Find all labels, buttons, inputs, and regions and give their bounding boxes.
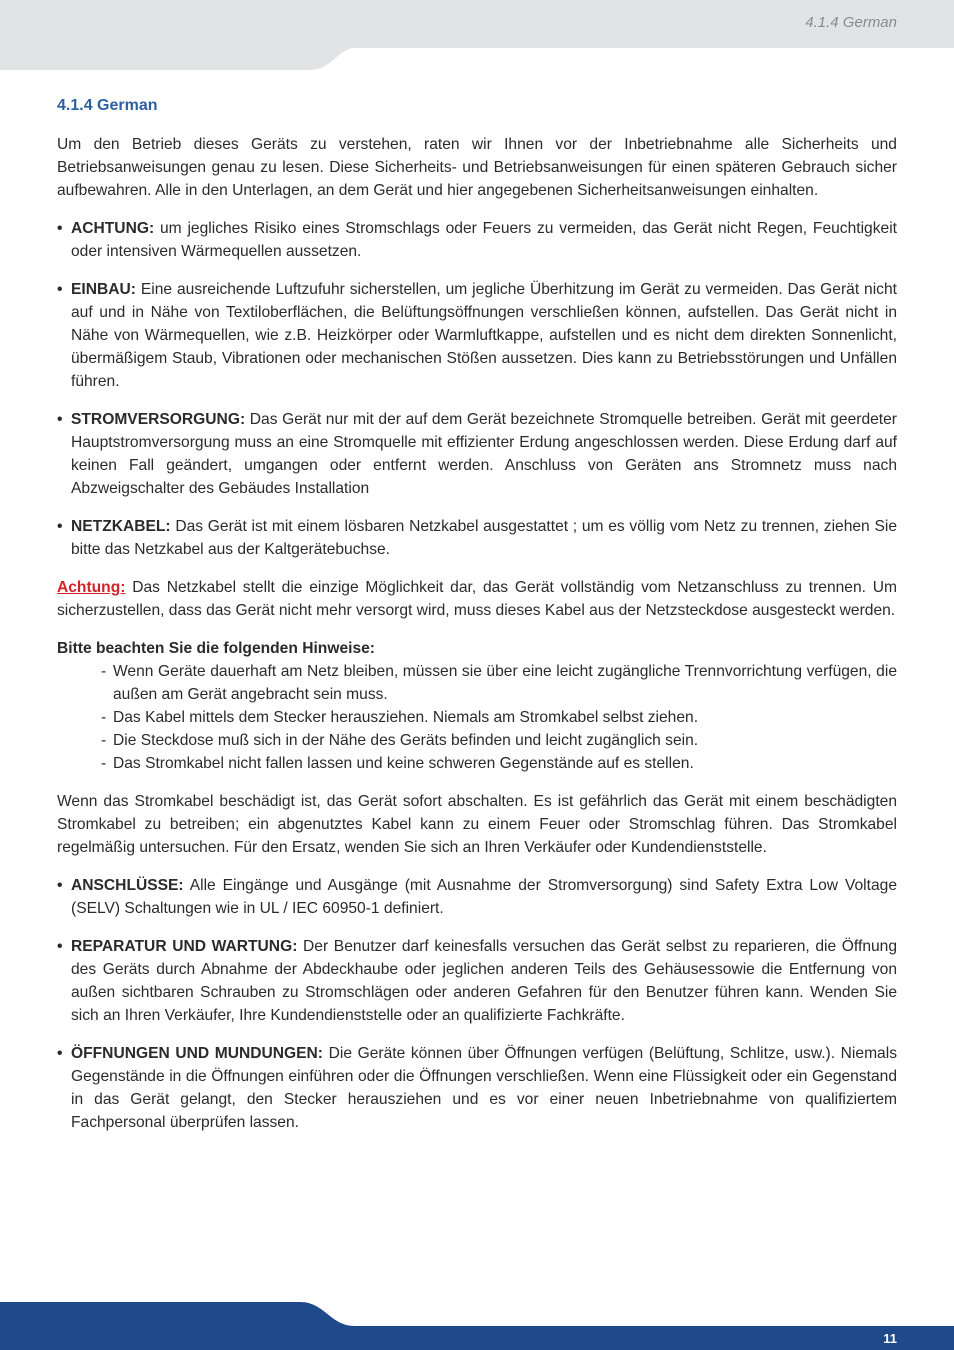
section-heading: 4.1.4 German xyxy=(57,97,158,114)
list-item-text: Das Kabel mittels dem Stecker herausziehen. Niemals am Stromkabel selbst ziehen. xyxy=(113,709,699,726)
bullet-label: NETZKABEL: xyxy=(71,518,171,535)
bullet-label: ANSCHLÜSSE: xyxy=(71,877,184,894)
warning-paragraph xyxy=(57,576,897,622)
bullet-achtung xyxy=(57,217,897,263)
bullet-label: EINBAU: xyxy=(71,281,136,298)
list-item-text: Wenn Geräte dauerhaft am Netz bleiben, müssen sie über eine leicht zugängliche Trennvorrichtung verfügen, die außen am Gerät angebracht sein muss. xyxy=(113,663,897,703)
bullet-stromversorgung xyxy=(57,408,897,500)
list-item xyxy=(101,660,897,706)
list-item xyxy=(101,729,897,752)
bullet-dot: • xyxy=(57,938,63,955)
dash-marker: - xyxy=(101,663,107,680)
header-title: 4.1.4 German xyxy=(805,14,897,31)
notes-list xyxy=(57,660,897,775)
warning-text: Das Netzkabel stellt die einzige Möglichkeit dar, das Gerät vollständig vom Netzanschluss zu trennen. Um sicherzustellen, dass das Gerät nicht mehr versorgt wird, muss dieses Kabel aus der Netzsteckdose ausgesteckt werden. xyxy=(57,579,897,619)
bullet-text: Alle Eingänge und Ausgänge (mit Ausnahme der Stromversorgung) sind Safety Extra Low Voltage (SELV) Schaltungen wie in UL / IEC 60950-1 definiert. xyxy=(71,877,897,917)
bullet-netzkabel xyxy=(57,515,897,561)
bullets-bottom xyxy=(57,874,897,1134)
warning-label: Achtung: xyxy=(57,579,126,596)
list-item xyxy=(101,706,897,729)
bullet-text: Der Benutzer darf keinesfalls versuchen das Gerät selbst zu reparieren, die Öffnung des Geräts durch Abnahme der Abdeckhaube oder jeglichen anderen Teils des Gehäusessowie die Entfernung von außen sichtbaren Schrauben zu Stromschlägen oder anderen Gefahren für den Benutzer führen kann. Wenden Sie sich an Ihren Verkäufer, Ihre Kundendienststelle oder an qualifizierte Fachkräfte. xyxy=(71,938,898,1024)
bullet-dot: • xyxy=(57,220,63,237)
bullet-text: Eine ausreichende Luftzufuhr sicherstellen, um jegliche Überhitzung im Gerät zu vermeiden. Das Gerät nicht auf und in Nähe von Textiloberflächen, die Belüftungsöffnungen verschließen können, aufstellen. Das Gerät nicht in Nähe von Wärmequellen, wie z.B. Heizkörper oder Warmluftkappe, aufstellen und es nicht dem direkten Sonnenlicht, übermäßigem Staub, Vibrationen oder mechanischen Stößen aussetzen. Dies kann zu Betriebsstörungen und Unfällen führen. xyxy=(71,281,897,390)
bullet-dot: • xyxy=(57,518,63,535)
list-item-text: Das Stromkabel nicht fallen lassen und keine schweren Gegenstände auf es stellen. xyxy=(113,755,694,772)
bullets-top xyxy=(57,217,897,561)
notes-title: Bitte beachten Sie die folgenden Hinweise: xyxy=(57,640,375,657)
bullet-oeffnungen xyxy=(57,1042,897,1134)
dash-marker: - xyxy=(101,709,107,726)
dash-marker: - xyxy=(101,732,107,749)
bullet-anschluesse xyxy=(57,874,897,920)
bullet-text: um jegliches Risiko eines Stromschlags oder Feuers zu vermeiden, das Gerät nicht Regen, Feuchtigkeit oder intensiven Wärmequellen aussetzen. xyxy=(71,220,897,260)
bullet-label: REPARATUR UND WARTUNG: xyxy=(71,938,298,955)
bullet-label: STROMVERSORGUNG: xyxy=(71,411,246,428)
dash-marker: - xyxy=(101,755,107,772)
bullet-label: ACHTUNG: xyxy=(71,220,155,237)
bullet-label: ÖFFNUNGEN UND MUNDUNGEN: xyxy=(71,1045,324,1062)
bullet-text: Das Gerät nur mit der auf dem Gerät bezeichnete Stromquelle betreiben. Gerät mit geerdeter Hauptstromversorgung muss an eine Stromquelle mit effizienter Erdung angeschlossen werden. Diese Erdung darf auf keinen Fall geändert, umgangen oder entfernt werden. Anschluss von Geräten ans Stromnetz muss nach Abzweigschalter des Gebäudes Installation xyxy=(71,411,897,497)
bullet-text: Die Geräte können über Öffnungen verfügen (Belüftung, Schlitze, usw.). Niemals Gegenstände in die Öffnungen einführen oder die Öffnungen verschließen. Wenn eine Flüssigkeit oder ein Gegenstand in das Gerät gelangt, den Stecker herausziehen und es vor einer neuen Inbetriebnahme von qualifiziertem Fachpersonal überprüfen lassen. xyxy=(71,1045,897,1131)
page-content xyxy=(57,94,897,1149)
bullet-dot: • xyxy=(57,877,63,894)
bullet-dot: • xyxy=(57,411,63,428)
page-number: 11 xyxy=(883,1331,897,1346)
list-item xyxy=(101,752,897,775)
list-item-text: Die Steckdose muß sich in der Nähe des Geräts befinden und leicht zugänglich sein. xyxy=(113,732,699,749)
bullet-reparatur xyxy=(57,935,897,1027)
header-band xyxy=(0,0,954,70)
intro-paragraph: Um den Betrieb dieses Geräts zu verstehen, raten wir Ihnen vor der Inbetriebnahme alle Sicherheits und Betriebsanweisungen genau zu lesen. Diese Sicherheits- und Betriebsanweisungen für einen späteren Gebrauch sicher aufbewahren. Alle in den Unterlagen, an dem Gerät und hier angegebenen Sicherheitsanweisungen einhalten. xyxy=(57,136,897,199)
footer-band xyxy=(0,1302,954,1350)
damage-paragraph: Wenn das Stromkabel beschädigt ist, das Gerät sofort abschalten. Es ist gefährlich das Gerät mit einem beschädigten Stromkabel zu betreiben; ein abgenutztes Kabel kann zu einem Feuer oder Stromschlag führen. Das Stromkabel regelmäßig untersuchen. Für den Ersatz, wenden Sie sich an Ihren Verkäufer oder Kundendienststelle. xyxy=(57,793,897,856)
bullet-dot: • xyxy=(57,1045,63,1062)
bullet-dot: • xyxy=(57,281,63,298)
bullet-einbau xyxy=(57,278,897,393)
bullet-text: Das Gerät ist mit einem lösbaren Netzkabel ausgestattet ; um es völlig vom Netz zu trennen, ziehen Sie bitte das Netzkabel aus der Kaltgerätebuchse. xyxy=(71,518,897,558)
